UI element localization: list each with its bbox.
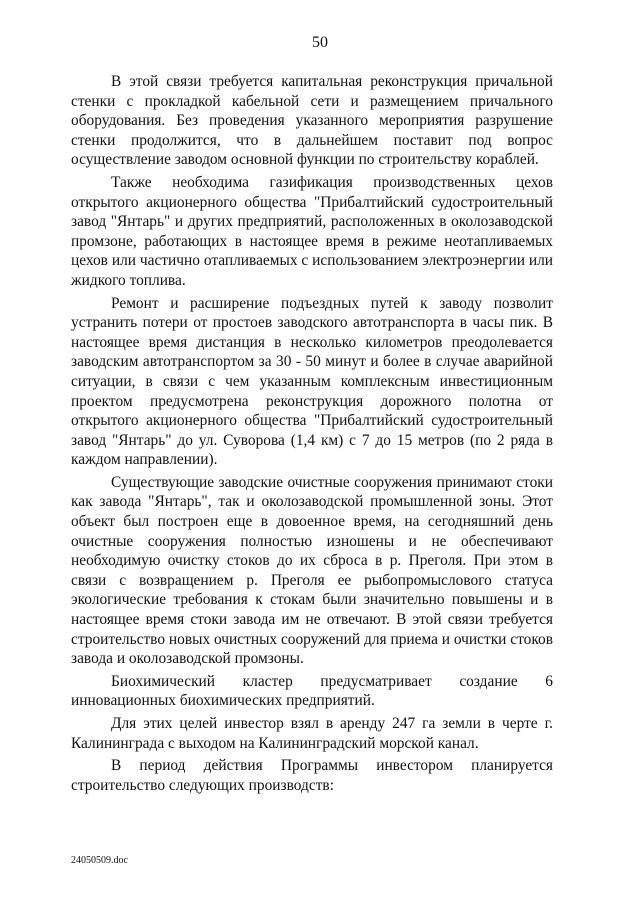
paragraph: В период действия Программы инвестором планируется строительство следующих производств: <box>71 757 553 794</box>
paragraph: Биохимический кластер предусматривает создание 6 инновационных биохимических предприятий. <box>71 672 553 710</box>
footer-filename: 24050509.doc <box>71 855 128 866</box>
paragraph: Существующие заводские очистные сооружения принимают стоки как завода "Янтарь", так и околозаводской промышленной зоны. Этот объект был построен еще в довоенное время, на сегодняшний день очистные сооружения полностью изношены и не обеспечивают необходимую очистку стоков до их сброса в р. Преголя. При этом в связи с возвращением р. Преголя ее рыбопромыслового статуса экологические требования к стокам были значительно повышены и в настоящее время стоки завода им не отвечают. В этой связи требуется строительство новых очистных сооружений для приема и очистки стоков завода и околозаводской промзоны. <box>71 473 553 668</box>
paragraph: Также необходима газификация производственных цехов открытого акционерного общества "Прибалтийский судостроительный завод "Янтарь" и других предприятий, расположенных в околозаводской промзоне, работающих в настоящее время в режиме неотапливаемых цехов или частично отапливаемых с использованием электроэнергии или жидкого топлива. <box>71 173 553 289</box>
document-body <box>71 72 553 798</box>
paragraph: Для этих целей инвестор взял в аренду 247 га земли в черте г. Калининграда с выходом на Калининградский морской канал. <box>71 715 553 752</box>
page-number: 50 <box>312 34 328 51</box>
paragraph: В этой связи требуется капитальная реконструкция причальной стенки с прокладкой кабельной сети и размещением причального оборудования. Без проведения указанного мероприятия разрушение стенки продолжится, что в дальнейшем поставит под вопрос осуществление заводом основной функции по строительству кораблей. <box>71 73 553 169</box>
paragraph: Ремонт и расширение подъездных путей к заводу позволит устранить потери от простоев заводского автотранспорта в часы пик. В настоящее время дистанция в несколько километров преодолевается заводским автотранспортом за 30 - 50 минут и более в случае аварийной ситуации, в связи с чем указанным комплексным инвестиционным проектом предусмотрена реконструкция дорожного полотна от открытого акционерного общества "Прибалтийский судостроительный завод "Янтарь" до ул. Суворова (1,4 км) с 7 до 15 метров (по 2 ряда в каждом направлении). <box>71 294 553 469</box>
